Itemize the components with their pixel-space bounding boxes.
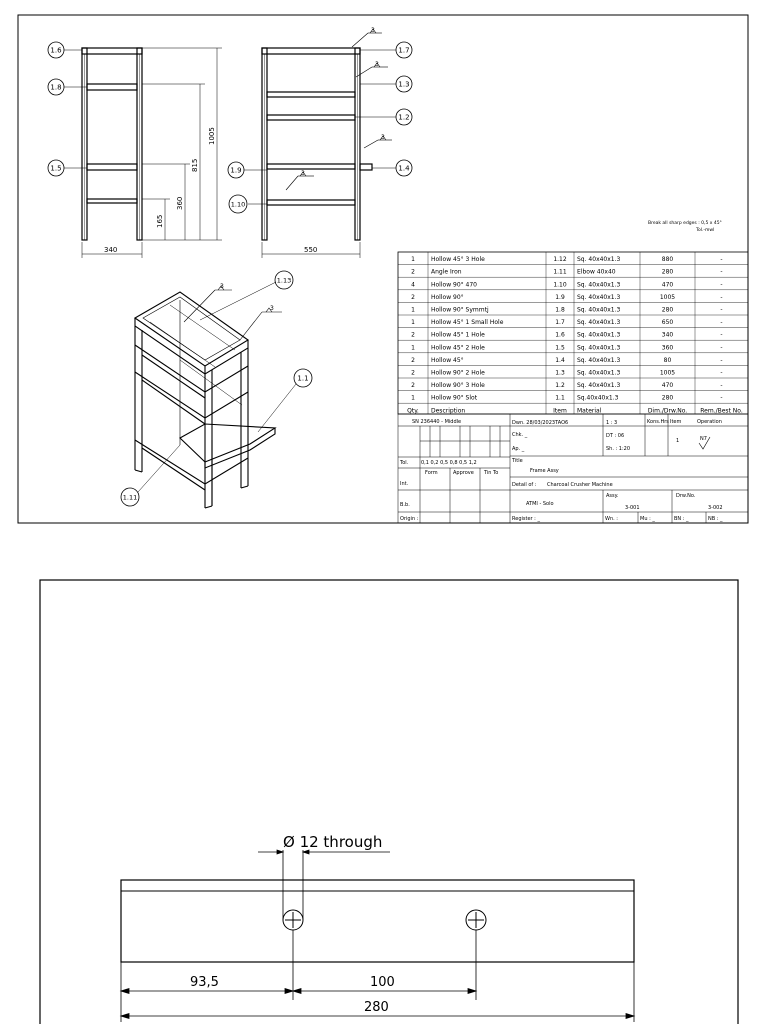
bom-cell-item: 1.5 bbox=[555, 344, 565, 352]
balloon-leaders bbox=[64, 50, 396, 204]
dim-100: 100 bbox=[370, 975, 395, 990]
bom-cell-qty: 1 bbox=[411, 256, 415, 264]
svg-text:1.7: 1.7 bbox=[398, 46, 410, 55]
isometric-view bbox=[135, 292, 275, 508]
bom-cell-desc: Angle Iron bbox=[431, 268, 462, 276]
svg-text:1.9: 1.9 bbox=[230, 166, 242, 175]
appr-field: Ap. _ bbox=[512, 446, 525, 452]
balloon-1.3 bbox=[396, 76, 412, 92]
title-block bbox=[398, 414, 748, 523]
bom-cell-material: Sq. 40x40x1.3 bbox=[577, 331, 621, 339]
bom-cell-material: Sq. 40x40x1.3 bbox=[577, 256, 621, 264]
bom-cell-item: 1.11 bbox=[553, 268, 567, 276]
dim-mid-height: 360 bbox=[176, 196, 184, 210]
register-label: Register : _ bbox=[512, 516, 540, 522]
bom-cell-remark: - bbox=[720, 281, 723, 289]
angle-part-view bbox=[121, 880, 634, 962]
bom-cell-remark: - bbox=[720, 306, 723, 314]
bom-cell-item: 1.12 bbox=[553, 256, 567, 264]
bom-cell-item: 1.10 bbox=[553, 281, 567, 289]
sheet2-border bbox=[40, 580, 738, 1024]
bom-cell-qty: 2 bbox=[411, 369, 415, 377]
balloon-1.1 bbox=[294, 369, 312, 387]
bom-cell-qty: 2 bbox=[411, 356, 415, 364]
bom-cell-desc: Hollow 45° 1 Hole bbox=[431, 331, 485, 339]
bom-cell-remark: - bbox=[720, 331, 723, 339]
bom-cell-desc: Hollow 45° 3 Hole bbox=[431, 256, 485, 264]
bom-cell-desc: Hollow 90° Slot bbox=[431, 394, 478, 402]
bom-cell-dim: 880 bbox=[661, 256, 674, 264]
iso-weld-size-2: 3 bbox=[270, 305, 274, 312]
side-view bbox=[262, 48, 372, 240]
bom-cell-qty: 1 bbox=[411, 394, 415, 402]
svg-text:1.3: 1.3 bbox=[398, 80, 410, 89]
balloon-1.10 bbox=[229, 195, 247, 213]
hole-callout-text: Ø 12 through bbox=[283, 833, 383, 851]
bom-cell-dim: 360 bbox=[661, 344, 674, 352]
approve-label: Approve bbox=[453, 470, 474, 476]
bom-cell-dim: 280 bbox=[661, 394, 674, 402]
bom-cell-dim: 470 bbox=[661, 382, 674, 390]
center-mark-icon bbox=[283, 910, 486, 930]
mu-label: Mu : _ bbox=[640, 516, 655, 522]
dwn-field: Dwn. 28/03/2023TAO6 bbox=[512, 420, 569, 426]
balloon-1.2 bbox=[396, 109, 412, 125]
hole-callout-lines bbox=[258, 850, 390, 920]
bom-cell-remark: - bbox=[720, 394, 723, 402]
sn-label: SN 236440 - Middle bbox=[412, 419, 462, 425]
bom-cell-remark: - bbox=[720, 369, 723, 377]
weld-size-2: 3 bbox=[375, 61, 379, 68]
title-label: Title bbox=[512, 458, 523, 464]
bb-label: B.b. bbox=[400, 502, 410, 508]
dim-width-side: 550 bbox=[304, 246, 318, 254]
bom-cell-qty: 2 bbox=[411, 268, 415, 276]
tol-values: 0,1 0,2 0,5 0,8 0,5 1,2 bbox=[421, 460, 477, 466]
bom-cell-remark: - bbox=[720, 293, 723, 301]
svg-text:1.6: 1.6 bbox=[50, 46, 62, 55]
bom-cell-desc: Hollow 90° Symmtj bbox=[431, 306, 489, 314]
bom-cell-qty: 1 bbox=[411, 319, 415, 327]
bom-cell-material: Sq. 40x40x1.3 bbox=[577, 344, 621, 352]
bom-cell-material: Sq. 40x40x1.3 bbox=[577, 319, 621, 327]
svg-text:1.8: 1.8 bbox=[50, 83, 62, 92]
bom-cell-item: 1.8 bbox=[555, 306, 565, 314]
bom-cell-qty: 2 bbox=[411, 382, 415, 390]
detail-label: Detail of : bbox=[512, 482, 537, 488]
form-label: Form bbox=[425, 470, 438, 476]
weld-size-4: 3 bbox=[301, 170, 305, 177]
svg-text:1.5: 1.5 bbox=[50, 164, 62, 173]
title-block-text bbox=[399, 419, 723, 522]
weld-size-3: 3 bbox=[381, 134, 385, 141]
chk-field: Chk. _ bbox=[512, 432, 528, 438]
bom-cell-item: 1.6 bbox=[555, 331, 565, 339]
bom-cell-qty: 2 bbox=[411, 331, 415, 339]
balloon-1.13 bbox=[275, 271, 293, 289]
bom-cell-dim: 340 bbox=[661, 331, 674, 339]
front-view-dimensions bbox=[82, 48, 222, 258]
bom-cell-dim: 1005 bbox=[659, 293, 676, 301]
dim-low-height: 165 bbox=[156, 214, 164, 228]
bom-cell-desc: Hollow 45° 2 Hole bbox=[431, 344, 485, 352]
drawing-title: Frame Assy bbox=[530, 468, 559, 474]
dim-width-front: 340 bbox=[104, 246, 118, 254]
bom-cell-material: Sq. 40x40x1.3 bbox=[577, 281, 621, 289]
bom-cell-remark: - bbox=[720, 256, 723, 264]
break-edges-note: Break all sharp edges : 0,5 x 45° bbox=[648, 221, 722, 226]
balloon-1.5 bbox=[48, 160, 64, 176]
bom-cell-qty: 4 bbox=[411, 281, 415, 289]
bom-cell-desc: Hollow 90° 3 Hole bbox=[431, 382, 485, 390]
dim-upper-height: 815 bbox=[191, 158, 199, 172]
balloon-1.9 bbox=[228, 162, 244, 178]
bom-cell-remark: - bbox=[720, 344, 723, 352]
bom-cell-material: Elbow 40x40 bbox=[577, 268, 616, 276]
bom-cell-desc: Hollow 45° bbox=[431, 356, 464, 364]
sheet-field: Sh. : 1:20 bbox=[606, 446, 631, 452]
front-view bbox=[82, 48, 142, 240]
bom-cell-desc: Hollow 90° 470 bbox=[431, 281, 477, 289]
balloon-1.4 bbox=[396, 160, 412, 176]
origin-label: Origin : bbox=[400, 516, 419, 522]
operation-label: Operation bbox=[697, 419, 722, 425]
bom-cell-item: 1.4 bbox=[555, 356, 565, 364]
bom-cell-material: Sq. 40x40x1.3 bbox=[577, 306, 621, 314]
dim-total-height: 1005 bbox=[208, 127, 216, 145]
dim-93-5: 93,5 bbox=[190, 975, 219, 990]
bom-cell-material: Sq. 40x40x1.3 bbox=[577, 293, 621, 301]
bom-cell-qty: 1 bbox=[411, 306, 415, 314]
assy-label: Assy. bbox=[606, 493, 619, 499]
detail-value: Charcoal Crusher Machine bbox=[547, 482, 613, 488]
drw-value: 3-002 bbox=[708, 505, 723, 511]
bom-cell-dim: 80 bbox=[663, 356, 672, 364]
weld-symbol-icon bbox=[286, 29, 392, 190]
iso-weld-size-1: 3 bbox=[220, 283, 224, 290]
int-label: Int. bbox=[400, 481, 409, 487]
bom-cell-desc: Hollow 90° bbox=[431, 293, 464, 301]
bom-header-desc: Description bbox=[431, 407, 466, 415]
nb-label: NB : _ bbox=[708, 516, 723, 522]
bom-cell-dim: 280 bbox=[661, 268, 674, 276]
company-name: ATMI - Solo bbox=[526, 501, 554, 507]
tin-label: Tin To bbox=[484, 470, 499, 476]
sheet-border bbox=[18, 15, 748, 523]
bom-cell-dim: 280 bbox=[661, 306, 674, 314]
bom-header-material: Material bbox=[577, 407, 602, 415]
bom-cell-material: Sq. 40x40x1.3 bbox=[577, 382, 621, 390]
date-field: DT : 06 bbox=[606, 433, 625, 439]
bom-header-remark: Rem./Best No. bbox=[700, 407, 743, 415]
balloon-1.7 bbox=[396, 42, 412, 58]
bom-cell-remark: - bbox=[720, 356, 723, 364]
bom-cell-desc: Hollow 90° 2 Hole bbox=[431, 369, 485, 377]
bom-cell-material: Sq. 40x40x1.3 bbox=[577, 369, 621, 377]
bom-cell-remark: - bbox=[720, 319, 723, 327]
bom-cell-remark: - bbox=[720, 382, 723, 390]
bom-header-dim: Dim./Drw.No. bbox=[647, 407, 688, 415]
finish-value: N7 bbox=[700, 436, 707, 442]
iso-weld-symbols bbox=[184, 286, 282, 340]
bom-cell-item: 1.2 bbox=[555, 382, 565, 390]
svg-text:1.2: 1.2 bbox=[398, 113, 410, 122]
bom-cell-item: 1.3 bbox=[555, 369, 565, 377]
item-value: 1 bbox=[676, 438, 680, 444]
tolerance-note: Tol.-mwl bbox=[696, 228, 715, 233]
svg-text:1.10: 1.10 bbox=[230, 200, 246, 209]
svg-text:1.4: 1.4 bbox=[398, 164, 410, 173]
dim-280: 280 bbox=[364, 1000, 389, 1015]
item-label: Item bbox=[670, 419, 682, 425]
bill-of-materials bbox=[398, 252, 748, 414]
bom-cell-qty: 2 bbox=[411, 293, 415, 301]
bom-cell-item: 1.1 bbox=[555, 394, 565, 402]
bom-cell-material: Sq. 40x40x1.3 bbox=[577, 356, 621, 364]
assy-value: 3-001 bbox=[625, 505, 640, 511]
bom-cell-remark: - bbox=[720, 268, 723, 276]
scale-field: 1 : 3 bbox=[606, 420, 618, 426]
svg-text:1.11: 1.11 bbox=[122, 493, 138, 502]
bom-cell-material: Sq.40x40x1.3 bbox=[577, 394, 619, 402]
bom-cell-dim: 1005 bbox=[659, 369, 676, 377]
bom-cell-qty: 1 bbox=[411, 344, 415, 352]
balloon-1.6 bbox=[48, 42, 64, 58]
bom-cell-dim: 650 bbox=[661, 319, 674, 327]
bom-header-qty: Qty. bbox=[407, 407, 419, 415]
bom-cell-item: 1.7 bbox=[555, 319, 565, 327]
bom-cell-item: 1.9 bbox=[555, 293, 565, 301]
weld-size-1: 3 bbox=[371, 27, 375, 34]
wn-label: Wn. : bbox=[605, 516, 618, 522]
drw-label: Drw.No. bbox=[676, 493, 696, 499]
balloon-1.8 bbox=[48, 79, 64, 95]
bn-label: BN : _ bbox=[674, 516, 689, 522]
tol-label: Tol. bbox=[400, 460, 409, 466]
svg-text:1.13: 1.13 bbox=[276, 276, 292, 285]
bom-cell-desc: Hollow 45° 1 Small Hole bbox=[431, 319, 504, 327]
svg-text:1.1: 1.1 bbox=[297, 374, 309, 383]
balloon-1.11 bbox=[121, 488, 139, 506]
part-detail-drawing-sheet bbox=[0, 560, 768, 1024]
surface-label: Kons.Hrs bbox=[647, 419, 669, 425]
bom-cell-dim: 470 bbox=[661, 281, 674, 289]
bom-header-item: Item bbox=[553, 407, 567, 415]
